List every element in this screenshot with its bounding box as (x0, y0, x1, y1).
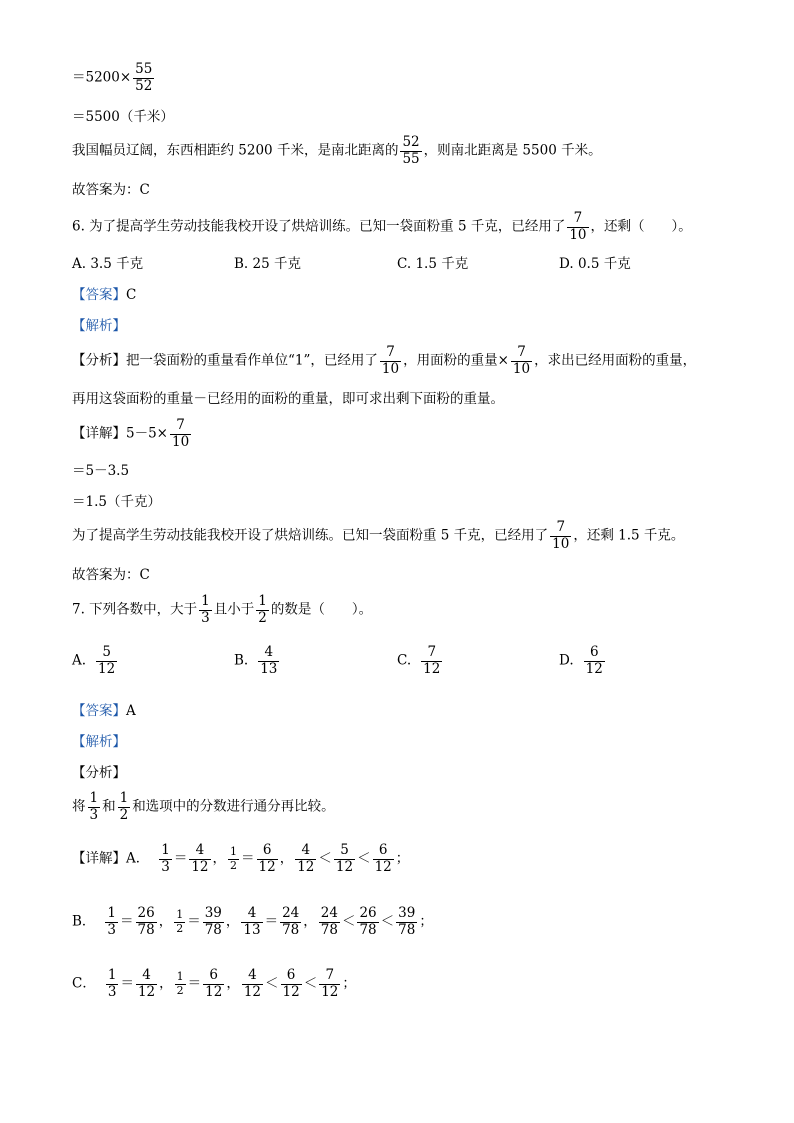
detail-tag: 【详解】 (72, 850, 126, 867)
fraction-numerator: 6 (281, 968, 302, 985)
fraction (258, 645, 279, 677)
fraction (421, 645, 442, 677)
fraction-numerator: 7 (319, 968, 340, 985)
fraction-numerator: 6 (584, 645, 605, 662)
option-letter: B. (234, 652, 249, 669)
fraction (241, 906, 262, 938)
answer-value: C (126, 287, 137, 303)
fraction (334, 843, 355, 875)
analysis-subtag: 【分析】 (72, 765, 126, 781)
conclusion-line (72, 520, 684, 552)
comma: ， (158, 913, 173, 930)
option-d (559, 258, 631, 272)
fraction (584, 645, 605, 677)
option-letter: A. (72, 256, 87, 272)
fraction (175, 971, 186, 997)
comma: ， (226, 975, 240, 992)
fraction-numerator: 55 (135, 61, 153, 77)
fraction-numerator: 4 (295, 843, 316, 860)
fraction-denominator: 2 (176, 921, 184, 935)
fraction-denominator: 12 (335, 858, 354, 875)
fraction-numerator: 1 (201, 593, 210, 609)
fraction (96, 645, 117, 677)
fraction-numerator: 1 (176, 907, 184, 921)
fraction-numerator: 4 (189, 843, 210, 860)
fraction-denominator: 78 (320, 921, 338, 938)
fraction (319, 968, 340, 1000)
fraction-numerator: 5 (96, 645, 117, 662)
option-d (559, 645, 607, 677)
fraction-denominator: 12 (423, 660, 441, 677)
equals-sign: ＝ (120, 975, 134, 992)
fraction (373, 843, 394, 875)
fraction (118, 791, 131, 823)
fraction (133, 62, 154, 94)
fraction-denominator: 12 (282, 983, 300, 1000)
fraction-numerator: 6 (257, 843, 278, 860)
fraction-denominator: 12 (321, 983, 339, 1000)
fraction-numerator: 1 (161, 842, 170, 858)
fraction-denominator: 12 (137, 983, 156, 1000)
fraction-denominator: 78 (204, 921, 222, 938)
fraction-denominator: 12 (585, 660, 603, 677)
conclusion-text: ，则南北距离是 5500 千米。 (423, 142, 602, 159)
fraction (170, 418, 191, 450)
fraction-denominator: 12 (98, 660, 116, 677)
fraction-denominator: 10 (512, 360, 531, 377)
fraction-denominator: 2 (119, 806, 129, 823)
conclusion-text: ，还剩 1.5 千克。 (573, 527, 685, 544)
method-line (72, 791, 335, 823)
fraction-numerator: 4 (242, 968, 263, 985)
comma: ， (159, 975, 173, 992)
fraction-denominator: 3 (201, 609, 210, 626)
fraction-numerator: 24 (282, 905, 300, 921)
option-b (234, 258, 301, 272)
fraction-numerator: 1 (107, 967, 117, 983)
semicolon: ； (342, 975, 356, 992)
equation-line-1 (72, 62, 156, 94)
detail-row-c (72, 968, 356, 1000)
fraction-numerator: 7 (170, 418, 191, 435)
question-text: 且小于 (213, 601, 255, 618)
fraction-denominator: 78 (282, 921, 300, 938)
fraction-numerator: 7 (380, 345, 401, 362)
fraction-denominator: 52 (135, 77, 153, 94)
fraction (281, 968, 302, 1000)
fraction-denominator: 10 (569, 226, 587, 243)
fraction-denominator: 78 (137, 921, 155, 938)
equals-sign: ＝ (187, 975, 202, 992)
option-letter: B. (234, 256, 249, 272)
analysis-text: ，用面粉的重量× (403, 352, 509, 369)
question-text: 6. 为了提高学生劳动技能我校开设了烘焙训练。已知一袋面粉重 5 千克，已经用了 (72, 218, 566, 235)
conclusion-text: 为了提高学生劳动技能我校开设了烘焙训练。已知一袋面粉重 5 千克，已经用了 (72, 527, 549, 544)
fraction-numerator: 7 (511, 345, 532, 362)
fraction (280, 906, 301, 938)
fraction-denominator: 10 (381, 360, 400, 377)
fraction (88, 791, 101, 823)
fraction-numerator: 6 (203, 968, 224, 985)
fraction-numerator: 7 (550, 520, 571, 537)
fraction-denominator: 78 (359, 921, 377, 938)
fraction-numerator: 39 (204, 905, 222, 921)
fraction-numerator: 4 (136, 968, 157, 985)
fraction-denominator: 3 (107, 983, 117, 1000)
fraction-numerator: 6 (373, 843, 394, 860)
less-than-sign: ＜ (318, 850, 332, 867)
less-than-sign: ＜ (265, 975, 279, 992)
analysis-subtag: 【分析】 (72, 352, 126, 369)
option-c (397, 645, 444, 677)
fraction-denominator: 2 (258, 609, 267, 626)
detail-step-3: ＝1.5（千克） (72, 494, 161, 510)
fraction (228, 846, 239, 872)
answer-line (72, 705, 136, 719)
fraction (380, 345, 401, 377)
option-letter: A. (72, 652, 87, 669)
fraction (203, 968, 224, 1000)
equals-sign: ＝ (187, 913, 201, 930)
question-text: 7. 下列各数中，大于 (72, 601, 198, 618)
answer-tag: 【答案】 (72, 703, 126, 719)
analysis-text: 把一袋面粉的重量看作单位“1”，已经用了 (126, 352, 378, 369)
fraction-denominator: 12 (243, 983, 261, 1000)
fraction-denominator: 12 (258, 858, 276, 875)
comma: ， (212, 850, 227, 867)
fraction-denominator: 3 (161, 858, 170, 875)
equals-sign: ＝ (173, 850, 188, 867)
conclusion-text: 我国幅员辽阔，东西相距约 5200 千米，是南北距离的 (72, 142, 399, 159)
question-text: ，还剩（ ）。 (590, 218, 692, 235)
fraction-numerator: 4 (258, 645, 279, 662)
fraction-numerator: 1 (119, 790, 129, 806)
fraction-denominator: 55 (402, 150, 420, 167)
fraction (136, 906, 157, 938)
fraction-denominator: 12 (374, 858, 392, 875)
fraction-numerator: 1 (89, 790, 99, 806)
analysis-tag: 【解析】 (72, 318, 126, 334)
comma: ， (279, 850, 294, 867)
analysis-tag: 【解析】 (72, 734, 126, 750)
option-letter: D. (559, 652, 574, 669)
fraction (396, 906, 417, 938)
fraction-denominator: 12 (191, 858, 209, 875)
fraction (199, 594, 212, 626)
conclusion-line (72, 135, 602, 167)
option-a (72, 645, 119, 677)
fraction-numerator: 5 (334, 843, 355, 860)
option-text: 3.5 千克 (90, 256, 144, 272)
fraction-denominator: 3 (107, 921, 117, 938)
fraction-numerator: 7 (421, 645, 442, 662)
fraction (257, 843, 278, 875)
fraction-denominator: 10 (552, 535, 570, 552)
fraction-numerator: 52 (402, 134, 420, 150)
fraction-denominator: 2 (230, 858, 238, 872)
fraction-denominator: 78 (398, 921, 416, 938)
analysis-text: ，求出已经用面粉的重量， (534, 352, 697, 369)
answer-value: A (126, 703, 136, 719)
equation-text: ＝5200× (72, 69, 132, 86)
answer-statement: 故答案为：C (72, 567, 150, 583)
method-text: 将 (72, 798, 86, 815)
fraction-denominator: 2 (176, 983, 184, 997)
method-text: 和选项中的分数进行通分再比较。 (132, 798, 335, 815)
fraction (295, 843, 316, 875)
detail-row-a (72, 843, 409, 875)
equation-line-2: ＝5500（千米） (72, 109, 174, 125)
answer-statement: 故答案为：C (72, 182, 150, 198)
detail-tag: 【详解】 (72, 425, 126, 442)
fraction (105, 906, 118, 938)
detail-row-b (72, 906, 433, 938)
option-a (72, 258, 143, 272)
fraction (136, 968, 157, 1000)
fraction-numerator: 1 (230, 844, 238, 858)
less-than-sign: ＜ (341, 913, 356, 930)
fraction-numerator: 26 (137, 905, 155, 921)
comma: ， (225, 913, 240, 930)
fraction (174, 909, 185, 935)
fraction-denominator: 12 (297, 858, 315, 875)
fraction-numerator: 24 (320, 905, 338, 921)
fraction (567, 211, 588, 243)
less-than-sign: ＜ (380, 913, 395, 930)
fraction (511, 345, 532, 377)
less-than-sign: ＜ (303, 975, 318, 992)
fraction-numerator: 7 (567, 211, 588, 228)
fraction-denominator: 3 (89, 806, 99, 823)
detail-row-label: A． (126, 850, 150, 867)
fraction (400, 135, 421, 167)
fraction (159, 843, 172, 875)
fraction (242, 968, 263, 1000)
option-c (397, 258, 468, 272)
option-letter: C. (397, 256, 412, 272)
fraction (319, 906, 340, 938)
detail-line (72, 418, 193, 450)
option-text: 0.5 千克 (577, 256, 631, 272)
detail-row-label: B． (72, 913, 96, 930)
option-text: 1.5 千克 (415, 256, 469, 272)
detail-step-2: ＝5－3.5 (72, 463, 130, 479)
fraction-numerator: 1 (258, 593, 267, 609)
detail-text: 5－5× (126, 425, 168, 442)
equals-sign: ＝ (264, 913, 279, 930)
question-7-stem (72, 594, 372, 626)
fraction (256, 594, 269, 626)
fraction-numerator: 1 (107, 905, 117, 921)
analysis-line-2: 再用这袋面粉的重量－已经用的面粉的重量，即可求出剩下面粉的重量。 (72, 391, 504, 407)
fraction (106, 968, 119, 1000)
fraction-denominator: 12 (205, 983, 223, 1000)
option-b (234, 645, 281, 677)
fraction (189, 843, 210, 875)
semicolon: ； (395, 850, 410, 867)
option-letter: C. (397, 652, 412, 669)
method-text: 和 (102, 798, 116, 815)
fraction-numerator: 4 (241, 906, 262, 923)
fraction-denominator: 10 (172, 433, 190, 450)
answer-line (72, 289, 136, 303)
fraction-numerator: 26 (359, 905, 377, 921)
question-6-stem (72, 211, 692, 243)
fraction (357, 906, 378, 938)
option-letter: D. (559, 256, 574, 272)
answer-tag: 【答案】 (72, 287, 126, 303)
fraction-denominator: 13 (260, 660, 278, 677)
less-than-sign: ＜ (357, 850, 371, 867)
semicolon: ； (419, 913, 433, 930)
equals-sign: ＝ (120, 913, 134, 930)
fraction (550, 520, 571, 552)
question-text: 的数是（ ）。 (270, 601, 373, 618)
fraction-denominator: 13 (243, 921, 261, 938)
option-text: 25 千克 (252, 256, 301, 272)
equals-sign: ＝ (241, 850, 255, 867)
analysis-line (72, 345, 696, 377)
fraction-numerator: 39 (398, 905, 416, 921)
fraction (203, 906, 224, 938)
comma: ， (303, 913, 317, 930)
fraction-numerator: 1 (176, 969, 184, 983)
detail-row-label: C． (72, 975, 96, 992)
